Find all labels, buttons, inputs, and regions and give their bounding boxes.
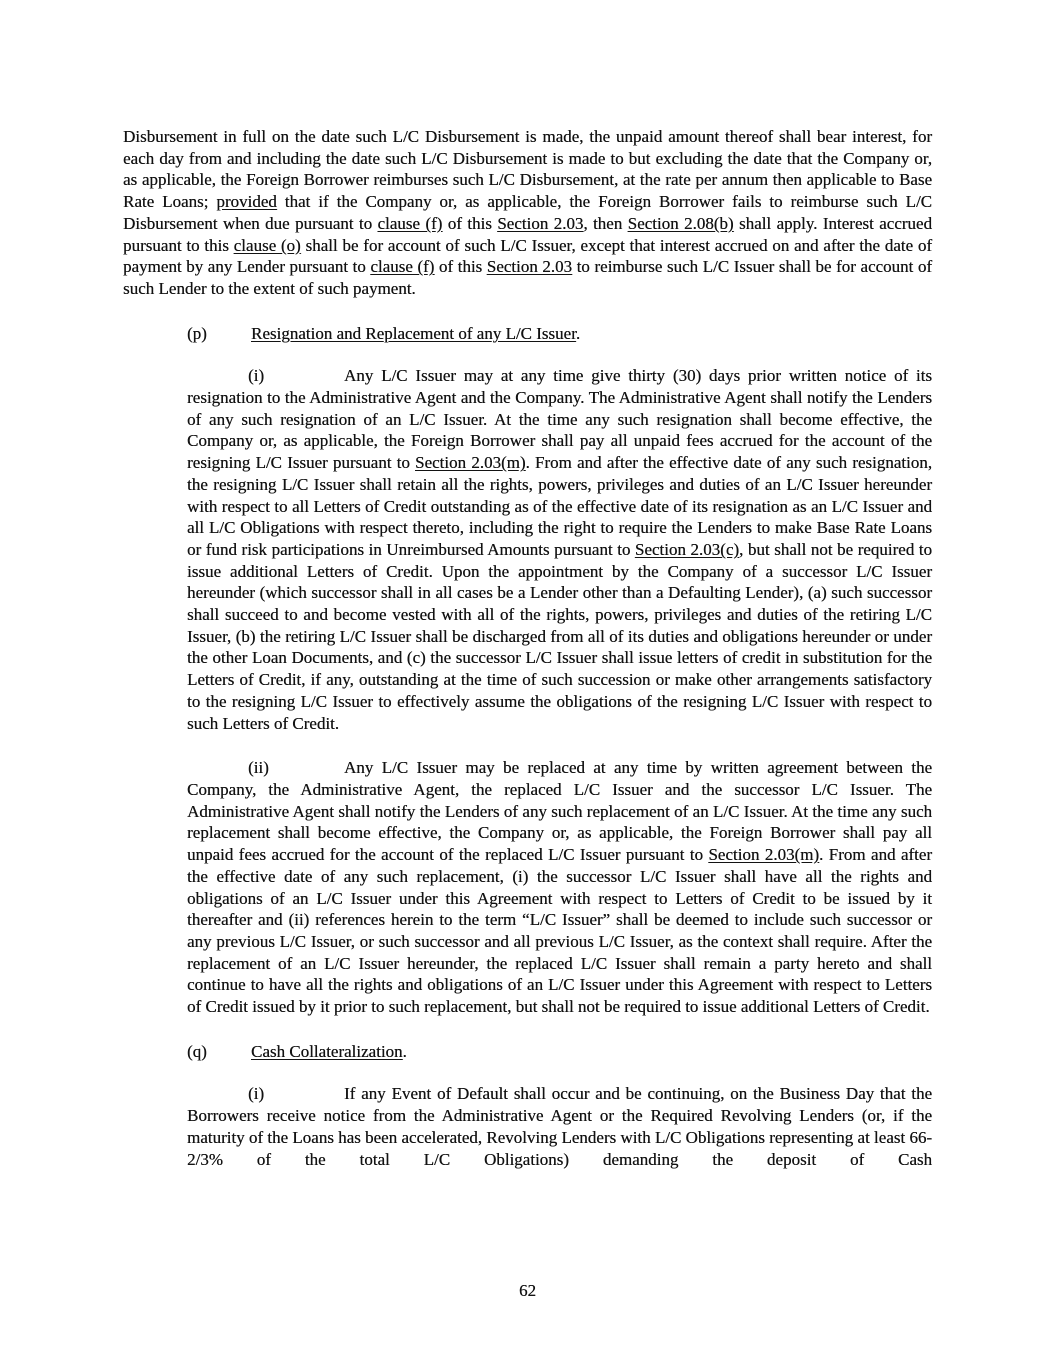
document-body bbox=[123, 126, 932, 1170]
text-run: Disbursement in full on the date such L/C Disbursement is made, the unpaid amount thereof shall bear interest, for each day from and including the date such L/C Disbursement is made to but excluding the date that the Company or, as applicable, the Foreign Borrower reimburses such L/C Disbursement, at the rate per annum then applicable to Base Rate Loans; bbox=[123, 127, 932, 212]
underlined-text-run: provided bbox=[216, 192, 277, 212]
text-run: Any L/C Issuer may be replaced at any time by written agreement between the Company, the Administrative Agent, the replaced L/C Issuer and the successor L/C Issuer. The Administrative Agent shall notify the Lenders of any such replacement of an L/C Issuer. At the time any such replacement shall become effective, the Company or, as applicable, the Foreign Borrower shall pay all unpaid fees accrued for the account of the replaced L/C Issuer pursuant to bbox=[187, 758, 932, 865]
paragraph-q-i-event-of-default bbox=[187, 1083, 932, 1170]
underlined-text-run: Section 2.08(b) bbox=[627, 213, 734, 233]
text-run: . From and after the effective date of any such replacement, (i) the successor L/C Issuer shall have all the rights and obligations of an L/C Issuer under this Agreement with respect to Letters of Credit to be issued by it thereafter and (ii) references herein to the term “L/C Issuer” shall be deemed to include such successor or any previous L/C Issuer, or such successor and all previous L/C Issuer, as the context shall require. After the replacement of an L/C Issuer hereunder, the replaced L/C Issuer shall remain a party hereto and shall continue to have all the rights and obligations of an L/C Issuer under this Agreement with respect to Letters of Credit issued by it prior to such replacement, but shall not be required to issue additional Letters of Credit. bbox=[187, 845, 932, 1017]
text-run: Any L/C Issuer may at any time give thirty (30) days prior written notice of its resignation to the Administrative Agent and the Company. The Administrative Agent shall notify the Lenders of any such resignation of an L/C Issuer. At the time any such resignation shall become effective, the Company or, as applicable, the Foreign Borrower shall pay all unpaid fees accrued for the account of the resigning L/C Issuer pursuant to bbox=[187, 366, 932, 473]
underlined-text-run: Section 2.03 bbox=[497, 213, 584, 233]
underlined-text-run: clause (f) bbox=[377, 213, 443, 233]
text-run: . bbox=[575, 323, 581, 343]
text-run: If any Event of Default shall occur and be continuing, on the Business Day that the Borrowers receive notice from the Administrative Agent or the Required Revolving Lenders (or, if the maturity of the Loans has been accelerated, Revolving Lenders with L/C Obligations representing at least 66-2/3% of the total L/C Obligations) demanding the deposit of Cash bbox=[187, 1084, 932, 1169]
underlined-text-run: Section 2.03 bbox=[486, 257, 573, 277]
text-run: , then bbox=[583, 213, 628, 233]
text-run: shall apply. Interest accrued pursuant to this bbox=[123, 213, 932, 255]
text-run: shall be for account of such L/C Issuer, except that interest accrued on and after the date of payment by any Lender pursuant to bbox=[123, 235, 932, 277]
page-number: 62 bbox=[519, 1281, 536, 1300]
underlined-text-run: clause (f) bbox=[370, 257, 435, 277]
underlined-text-run: clause (o) bbox=[233, 235, 301, 255]
text-run: . bbox=[402, 1041, 407, 1061]
paragraph-label: (q) bbox=[187, 1041, 207, 1061]
underlined-text-run: Section 2.03(c) bbox=[634, 539, 740, 559]
text-run: of this bbox=[434, 257, 487, 277]
text-run: that if the Company or, as applicable, the Foreign Borrower fails to reimburse such L/C Disbursement when due pursuant to bbox=[123, 192, 933, 233]
paragraph-lc-disbursement-interest bbox=[123, 126, 932, 300]
underlined-text-run: Section 2.03(m) bbox=[415, 453, 526, 473]
paragraph-label: (i) bbox=[248, 366, 265, 386]
paragraph-label: (i) bbox=[248, 1084, 265, 1104]
text-run: . From and after the effective date of any such resignation, the resigning L/C Issuer shall retain all the rights, powers, privileges and duties of an L/C Issuer hereunder with respect to all Letters of Credit outstanding as of the effective date of its resignation as an L/C Issuer and all L/C Obligations with respect thereto, including the right to require the Lenders to make Base Rate Loans or fund risk participations in Unreimbursed Amounts pursuant to bbox=[187, 453, 932, 559]
underlined-text-run: Section 2.03(m) bbox=[708, 845, 820, 865]
text-run: to reimburse such L/C Issuer shall be for account of such Lender to the extent of such payment. bbox=[123, 257, 932, 298]
paragraph-label: (ii) bbox=[248, 758, 269, 778]
paragraph-label: (p) bbox=[187, 323, 207, 343]
underlined-text-run: Resignation and Replacement of any L/C Issuer bbox=[251, 323, 576, 343]
paragraph-p-ii-replacement bbox=[187, 757, 932, 1017]
underlined-text-run: Cash Collateralization bbox=[251, 1041, 403, 1061]
text-run: , but shall not be required to issue additional Letters of Credit. Upon the appointment by the Company of a successor L/C Issuer hereunder (which successor shall in all cases be a Lender other than a Defaulting Lender), (a) such successor shall succeed to and become vested with all of the rights, powers, privileges and duties of the retiring L/C Issuer, (b) the retiring L/C Issuer shall be discharged from all of its duties and obligations hereunder or under the other Loan Documents, and (c) the successor L/C Issuer shall issue letters of credit in substitution for the Letters of Credit, if any, outstanding at the time of such succession or make other arrangements satisfactory to the resigning L/C Issuer to effectively assume the obligations of the resigning L/C Issuer with respect to such Letters of Credit. bbox=[187, 539, 932, 733]
heading-q-cash-collateralization bbox=[187, 1041, 932, 1063]
text-run: of this bbox=[442, 213, 498, 233]
heading-p-resignation-replacement bbox=[187, 323, 932, 345]
paragraph-p-i-resignation bbox=[187, 365, 932, 734]
